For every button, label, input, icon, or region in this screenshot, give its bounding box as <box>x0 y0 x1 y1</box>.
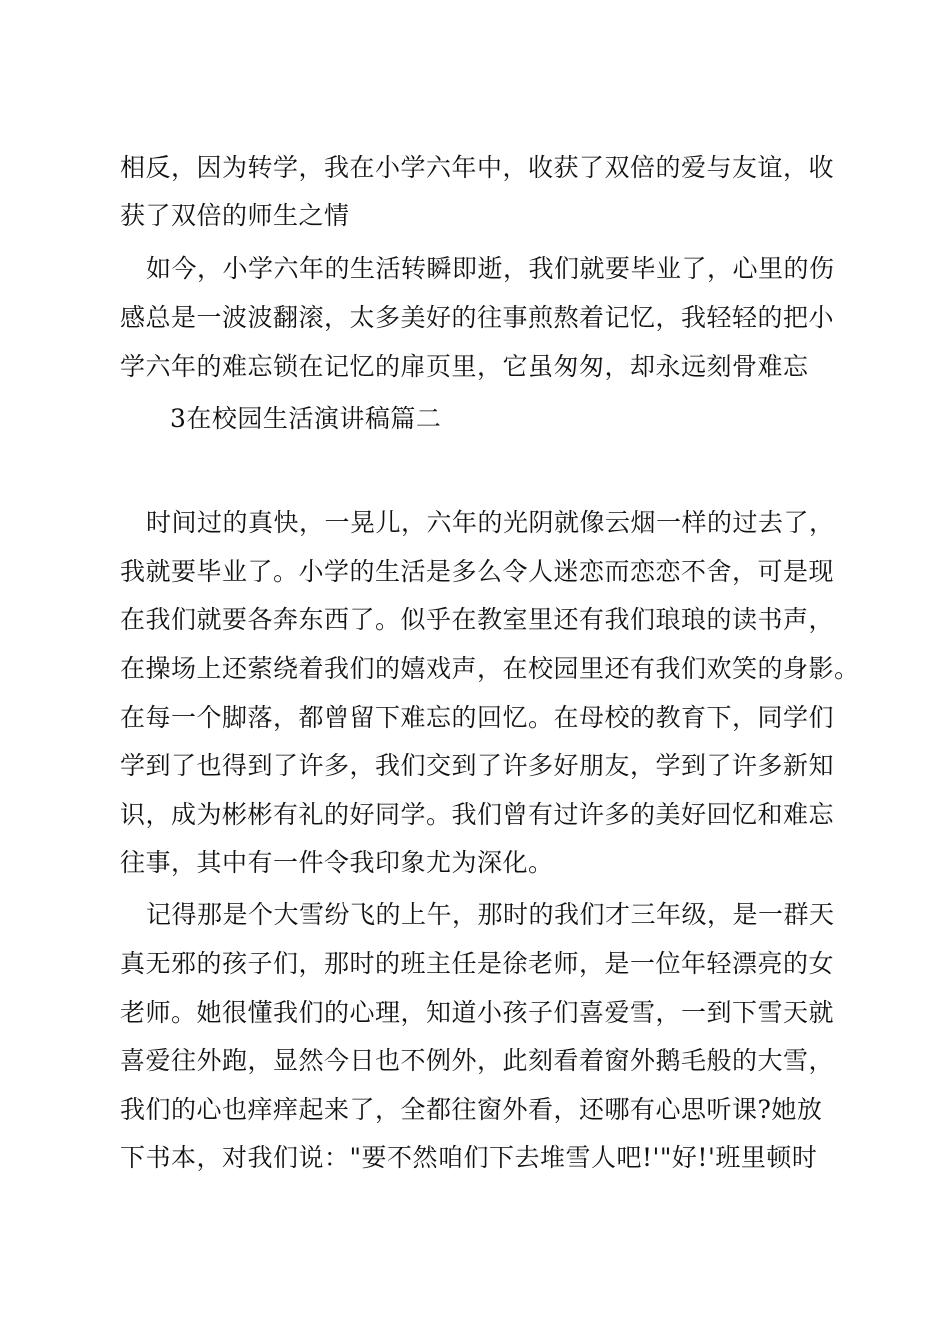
text-line: 老师。她很懂我们的心理，知道小孩子们喜爱雪，一到下雪天就 <box>120 998 835 1027</box>
text-line: 记得那是个大雪纷飞的上午，那时的我们才三年级，是一群天 <box>146 900 835 929</box>
text-line: 学六年的难忘锁在记忆的扉页里，它虽匆匆，却永远刻骨难忘 <box>120 352 809 381</box>
section-heading: 3在校园生活演讲稿篇二 <box>170 404 442 433</box>
text-line: 我们的心也痒痒起来了，全都往窗外看，还哪有心思听课?她放 <box>120 1095 823 1124</box>
text-line: 我就要毕业了。小学的生活是多么令人迷恋而恋恋不舍，可是现 <box>120 557 835 586</box>
text-line: 在我们就要各奔东西了。似乎在教室里还有我们琅琅的读书声， <box>120 605 835 634</box>
text-line: 在操场上还萦绕着我们的嬉戏声，在校园里还有我们欢笑的身影。 <box>120 654 860 683</box>
text-line: 如今，小学六年的生活转瞬即逝，我们就要毕业了，心里的伤 <box>146 254 835 283</box>
text-line: 往事，其中有一件令我印象尤为深化。 <box>120 848 554 877</box>
text-line: 在每一个脚落，都曾留下难忘的回忆。在母校的教育下，同学们 <box>120 703 835 732</box>
text-line: 下书本，对我们说："要不然咱们下去堆雪人吧!'"好!'班里顿时 <box>120 1143 818 1172</box>
text-line: 学到了也得到了许多，我们交到了许多好朋友，学到了许多新知 <box>120 751 835 780</box>
text-line: 识，成为彬彬有礼的好同学。我们曾有过许多的美好回忆和难忘 <box>120 800 835 829</box>
text-line: 相反，因为转学，我在小学六年中，收获了双倍的爱与友谊，收 <box>120 153 835 182</box>
text-line: 喜爱往外跑，显然今日也不例外，此刻看着窗外鹅毛般的大雪， <box>120 1046 835 1075</box>
text-line: 时间过的真快，一晃儿，六年的光阴就像云烟一样的过去了， <box>146 508 835 537</box>
text-line: 真无邪的孩子们，那时的班主任是徐老师，是一位年轻漂亮的女 <box>120 949 835 978</box>
text-line: 获了双倍的师生之情 <box>120 201 350 230</box>
text-line: 感总是一波波翻滚，太多美好的往事煎熬着记忆，我轻轻的把小 <box>120 303 835 332</box>
